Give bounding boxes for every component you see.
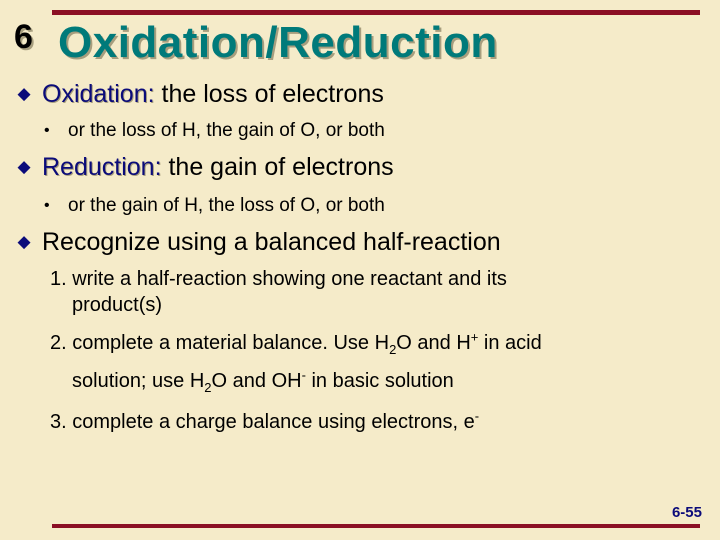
step-2-sub-2: 2 [204, 380, 212, 396]
step-1 [50, 266, 710, 318]
definition-reduction: the gain of electrons [161, 153, 394, 181]
diamond-bullet-icon: ◆ [17, 232, 31, 251]
step-2-text-e: O and OH [211, 370, 302, 393]
step-3-line-1 [50, 408, 480, 433]
step-1-line-1: 1. write a half-reaction showing one reactant and its [50, 268, 507, 290]
step-2-sup-2: - [301, 367, 306, 383]
step-2-text-b: O and H [396, 331, 471, 354]
definition-oxidation: the loss of electrons [154, 80, 384, 108]
sub-text-reduction: or the gain of H, the loss of O, or both [68, 195, 385, 216]
step-2 [50, 324, 710, 401]
sub-bullet-reduction [44, 195, 385, 217]
top-rule [52, 10, 700, 15]
step-2-text-c: in acid [478, 331, 542, 354]
dot-bullet-icon: • [44, 197, 50, 214]
step-2-sup: + [470, 329, 479, 344]
step-2-line-1 [50, 329, 542, 357]
sub-bullet-oxidation [44, 120, 385, 142]
step-1-line-2: product(s) [72, 294, 163, 316]
bottom-rule [52, 524, 700, 528]
step-2-text-d: solution; use H [72, 370, 205, 393]
dot-bullet-icon: • [44, 122, 50, 139]
diamond-bullet-icon: ◆ [17, 157, 31, 176]
term-reduction: Reduction: [42, 153, 162, 181]
chapter-number: 6 [14, 18, 33, 56]
step-2-text-f: in basic solution [305, 370, 454, 393]
recognize-text: Recognize using a balanced half-reaction [42, 228, 501, 256]
sub-text-oxidation: or the loss of H, the gain of O, or both [68, 120, 385, 141]
slide-title: Oxidation/Reduction [58, 18, 498, 67]
step-3-sup: - [474, 408, 480, 424]
step-2-line-2 [50, 367, 454, 396]
slide-number: 6-55 [671, 504, 702, 521]
bullet-oxidation [14, 80, 384, 109]
step-2-sub: 2 [389, 341, 397, 357]
bullet-recognize [14, 228, 501, 257]
term-oxidation: Oxidation: [42, 80, 155, 108]
step-3-text: 3. complete a charge balance using electrons, e [50, 410, 475, 433]
bullet-reduction [14, 153, 394, 182]
step-2-text-a: 2. complete a material balance. Use H [50, 331, 390, 354]
steps-list [50, 266, 710, 435]
diamond-bullet-icon: ◆ [17, 84, 31, 103]
step-3 [50, 403, 710, 435]
